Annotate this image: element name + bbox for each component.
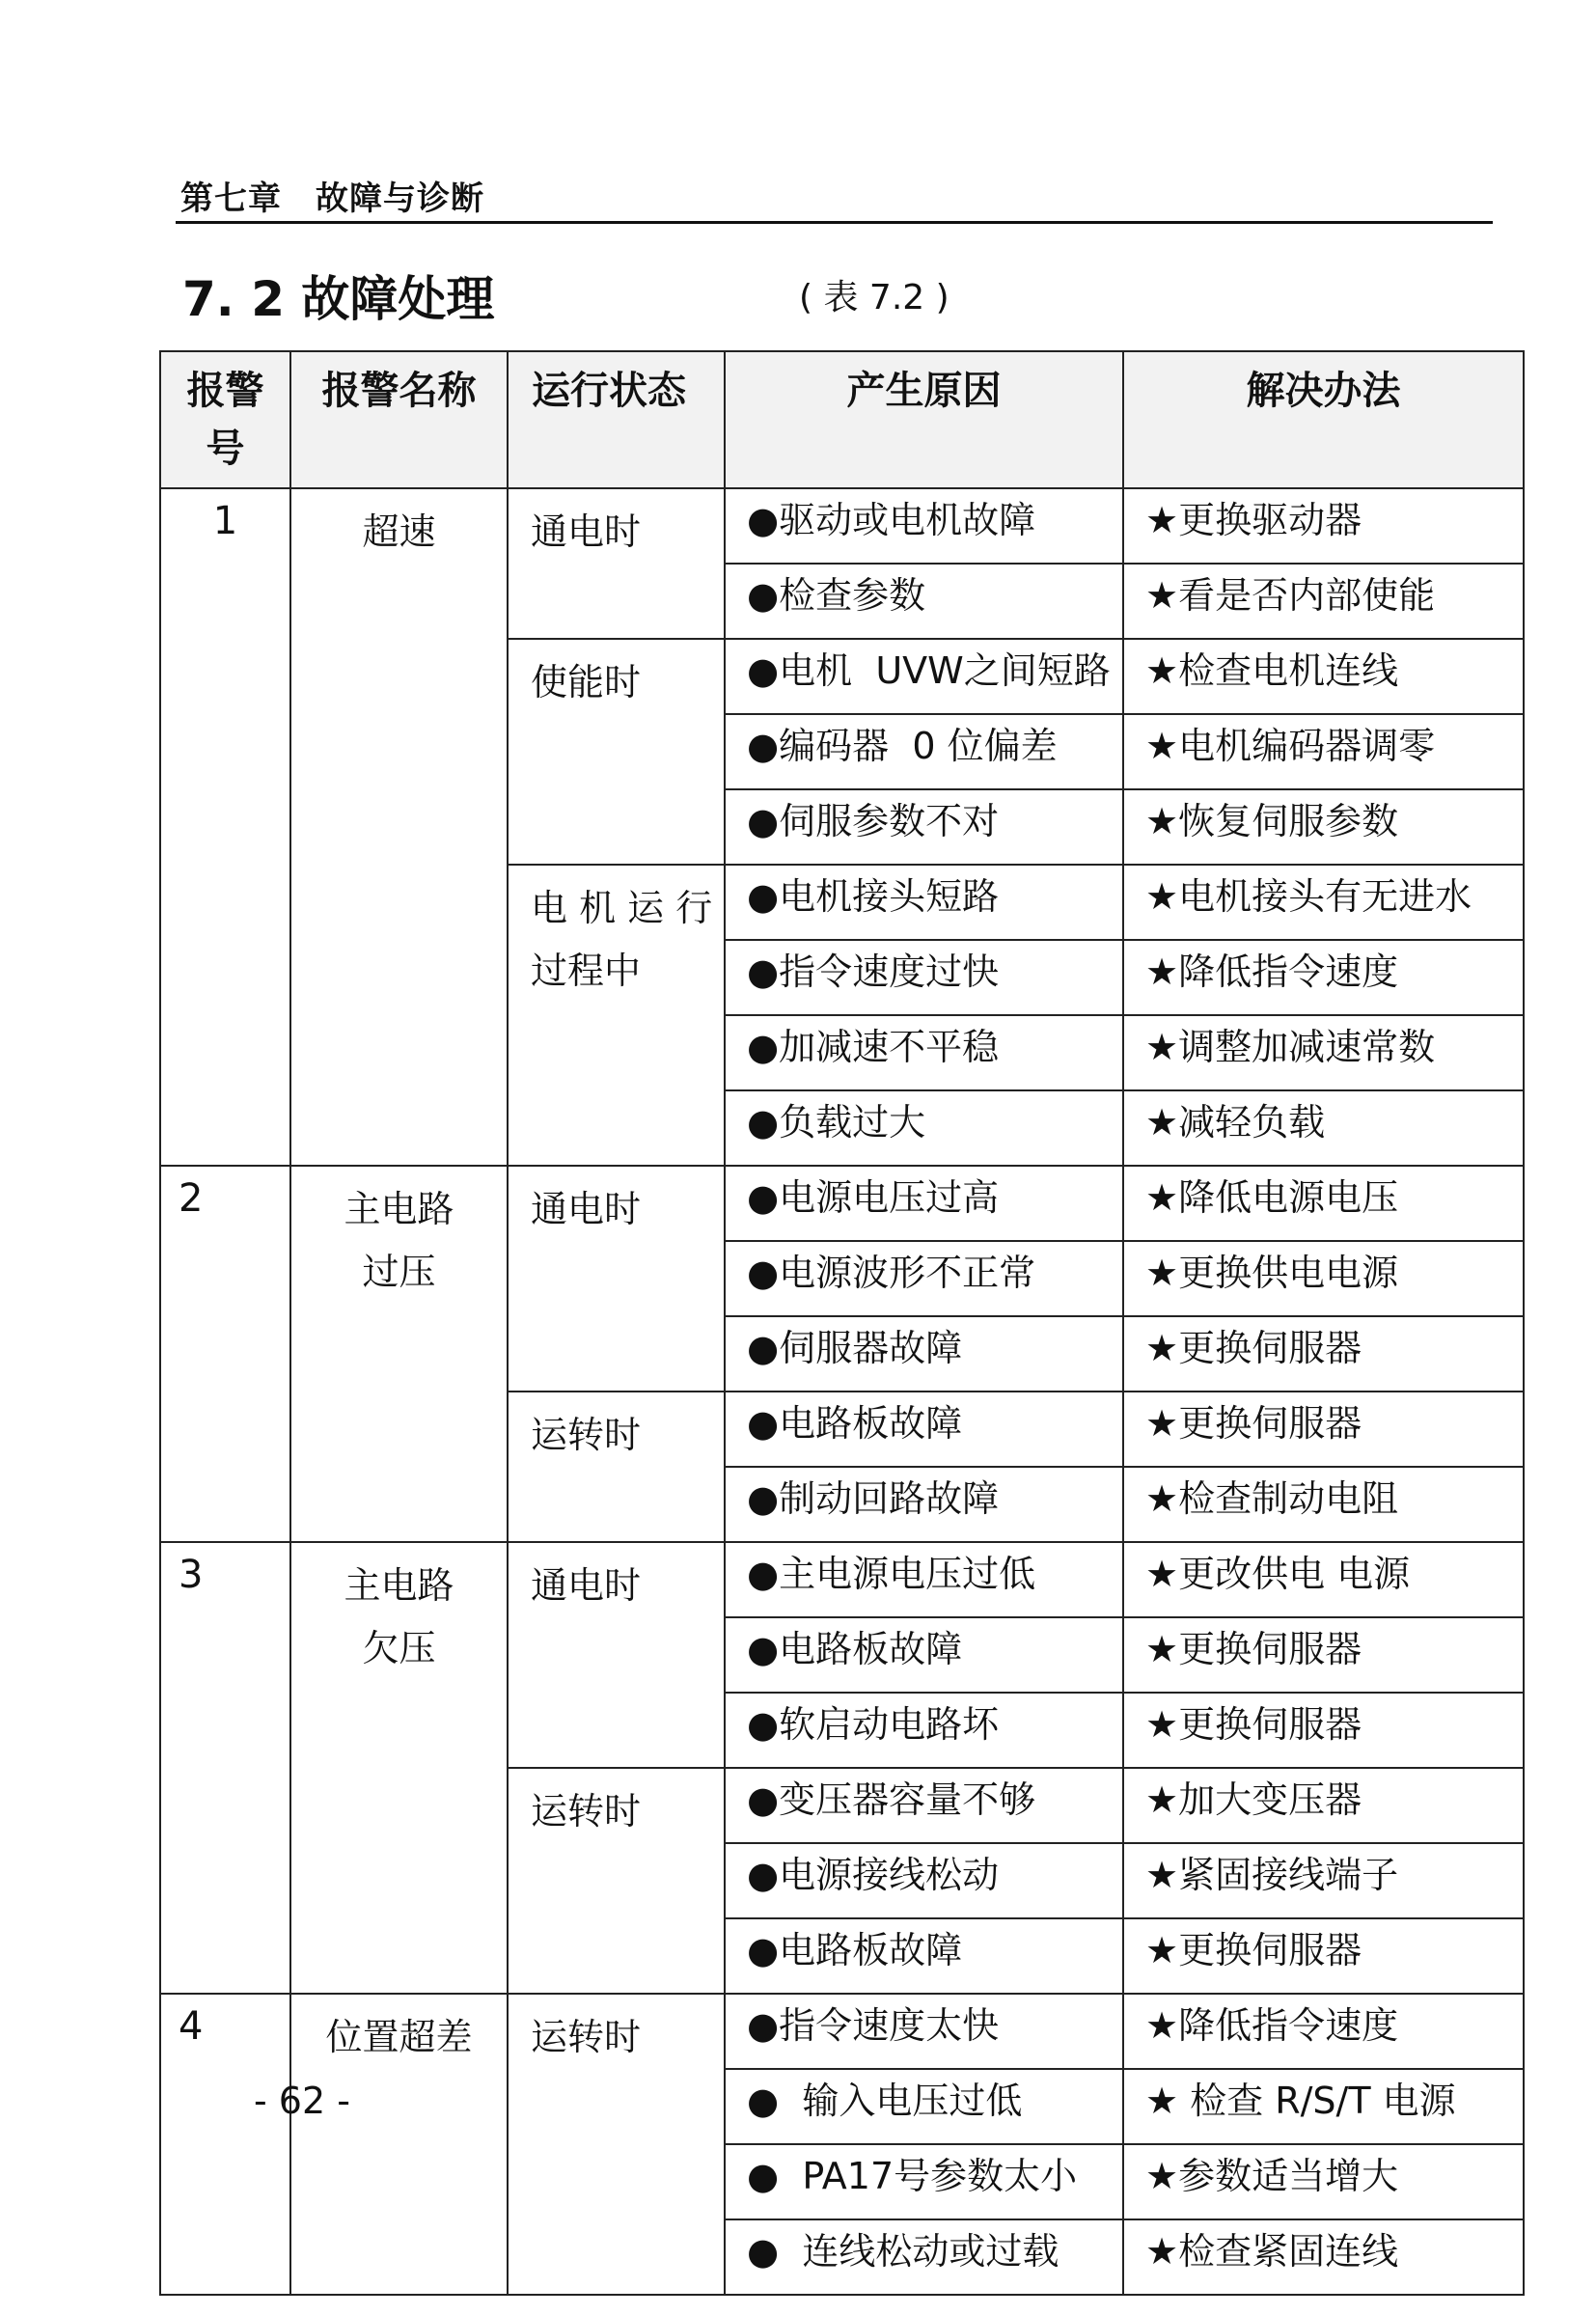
fault-solution: ★参数适当增大	[1123, 2144, 1524, 2219]
fault-solution: ★更换供电电源	[1123, 1241, 1524, 1316]
run-state: 使能时	[508, 639, 725, 865]
table-row	[160, 1166, 1524, 1241]
fault-solution: ★更换伺服器	[1123, 1617, 1524, 1693]
section-title: 7. 2 故障处理	[182, 271, 495, 327]
fault-solution: ★更换伺服器	[1123, 1918, 1524, 1994]
fault-cause: ●电路板故障	[725, 1392, 1123, 1467]
run-state: 通电时	[508, 1166, 725, 1392]
fault-cause: ●检查参数	[725, 564, 1123, 639]
fault-solution: ★紧固接线端子	[1123, 1843, 1524, 1918]
fault-solution: ★降低指令速度	[1123, 1994, 1524, 2069]
fault-cause: ●电路板故障	[725, 1617, 1123, 1693]
header-alarm-name: 报警名称	[290, 351, 508, 488]
fault-table	[159, 350, 1525, 2296]
fault-solution: ★更换伺服器	[1123, 1693, 1524, 1768]
fault-cause: ●电路板故障	[725, 1918, 1123, 1994]
alarm-name: 主电路 欠压	[290, 1542, 508, 1994]
fault-solution: ★加大变压器	[1123, 1768, 1524, 1843]
alarm-name: 超速	[290, 488, 508, 1166]
fault-cause: ●电源接线松动	[725, 1843, 1123, 1918]
fault-cause: ●软启动电路坏	[725, 1693, 1123, 1768]
run-state: 电 机 运 行 过程中	[508, 865, 725, 1166]
fault-cause: ●驱动或电机故障	[725, 488, 1123, 564]
fault-solution: ★检查制动电阻	[1123, 1467, 1524, 1542]
fault-cause: ● PA17号参数太小	[725, 2144, 1123, 2219]
fault-cause: ●伺服参数不对	[725, 789, 1123, 865]
run-state: 运转时	[508, 1392, 725, 1542]
alarm-number: 1	[160, 488, 290, 1166]
fault-cause: ●指令速度过快	[725, 940, 1123, 1015]
fault-cause: ●编码器 0 位偏差	[725, 714, 1123, 789]
fault-cause: ●加减速不平稳	[725, 1015, 1123, 1090]
alarm-number: 4	[160, 1994, 290, 2295]
page-number: - 62 -	[254, 2080, 350, 2122]
header-alarm-no: 报警 号	[160, 351, 290, 488]
fault-solution: ★调整加减速常数	[1123, 1015, 1524, 1090]
table-header-row	[160, 351, 1524, 488]
header-cause: 产生原因	[725, 351, 1123, 488]
run-state: 通电时	[508, 488, 725, 639]
fault-solution: ★更换驱动器	[1123, 488, 1524, 564]
header-divider	[176, 221, 1493, 224]
alarm-number: 3	[160, 1542, 290, 1994]
fault-cause: ●伺服器故障	[725, 1316, 1123, 1392]
fault-cause: ●主电源电压过低	[725, 1542, 1123, 1617]
fault-solution: ★减轻负载	[1123, 1090, 1524, 1166]
table-row	[160, 1542, 1524, 1617]
fault-cause: ●制动回路故障	[725, 1467, 1123, 1542]
fault-solution: ★恢复伺服参数	[1123, 789, 1524, 865]
alarm-name: 位置超差	[290, 1994, 508, 2295]
header-solution: 解决办法	[1123, 351, 1524, 488]
fault-solution: ★更改供电 电源	[1123, 1542, 1524, 1617]
fault-solution: ★更换伺服器	[1123, 1316, 1524, 1392]
fault-cause: ●变压器容量不够	[725, 1768, 1123, 1843]
alarm-number: 2	[160, 1166, 290, 1542]
run-state: 通电时	[508, 1542, 725, 1768]
fault-solution: ★更换伺服器	[1123, 1392, 1524, 1467]
table-row	[160, 1994, 1524, 2069]
fault-solution: ★降低指令速度	[1123, 940, 1524, 1015]
fault-cause: ●指令速度太快	[725, 1994, 1123, 2069]
fault-cause: ●负载过大	[725, 1090, 1123, 1166]
fault-solution: ★检查紧固连线	[1123, 2219, 1524, 2295]
header-run-state: 运行状态	[508, 351, 725, 488]
chapter-header: 第七章 故障与诊断	[180, 179, 484, 218]
fault-solution: ★看是否内部使能	[1123, 564, 1524, 639]
fault-cause: ● 输入电压过低	[725, 2069, 1123, 2144]
fault-solution: ★ 检查 R/S/T 电源	[1123, 2069, 1524, 2144]
table-row	[160, 488, 1524, 564]
run-state: 运转时	[508, 1994, 725, 2295]
fault-cause: ●电机 UVW之间短路	[725, 639, 1123, 714]
fault-solution: ★电机接头有无进水	[1123, 865, 1524, 940]
alarm-name: 主电路 过压	[290, 1166, 508, 1542]
fault-solution: ★电机编码器调零	[1123, 714, 1524, 789]
fault-solution: ★检查电机连线	[1123, 639, 1524, 714]
table-reference: ( 表 7.2 )	[799, 278, 949, 317]
fault-cause: ●电源波形不正常	[725, 1241, 1123, 1316]
run-state: 运转时	[508, 1768, 725, 1994]
fault-solution: ★降低电源电压	[1123, 1166, 1524, 1241]
fault-cause: ●电机接头短路	[725, 865, 1123, 940]
fault-cause: ● 连线松动或过载	[725, 2219, 1123, 2295]
fault-cause: ●电源电压过高	[725, 1166, 1123, 1241]
